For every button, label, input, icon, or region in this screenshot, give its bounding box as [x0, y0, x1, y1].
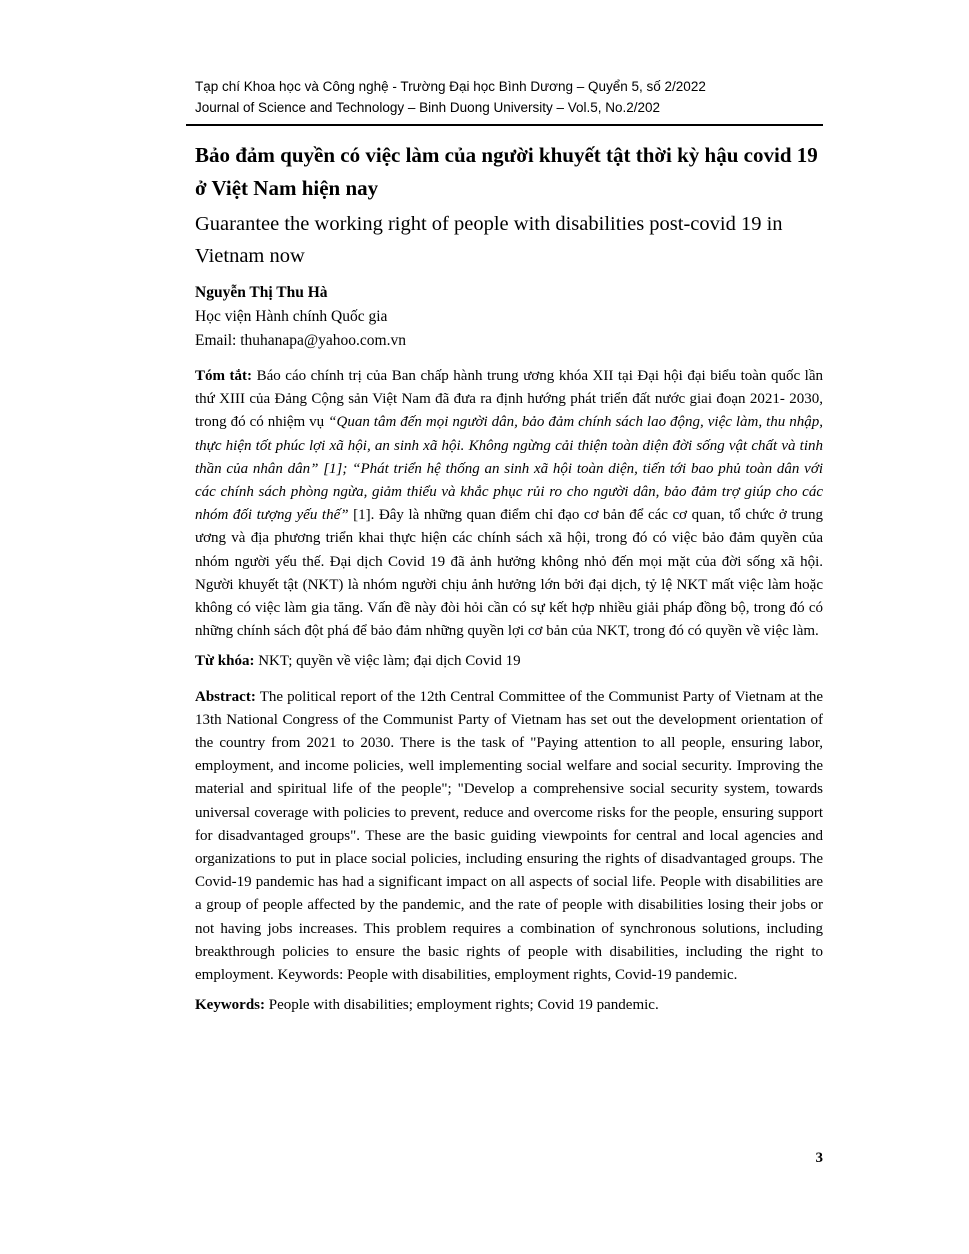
abstract-vietnamese-text-before-quote: Báo cáo chính trị của Ban chấp hành trung ương khóa XII tại Đại hội đại biểu toàn quốc lần thứ XIII của Đảng Cộng sản Việt Nam đã đưa ra định hướng phát triển đất nước giai đoạn 2021- 2030, trong đó có nhiệm vụ: [195, 368, 823, 431]
author-name: Nguyễn Thị Thu Hà: [195, 284, 328, 301]
article-title-vietnamese: Bảo đảm quyền có việc làm của người khuyết tật thời kỳ hậu covid 19 ở Việt Nam hiện nay: [195, 143, 818, 200]
page-content: [195, 76, 823, 1017]
abstract-english: [195, 686, 823, 988]
keywords-english-text: People with disabilities; employment rights; Covid 19 pandemic.: [268, 997, 659, 1014]
author-email: Email: thuhanapa@yahoo.com.vn: [195, 332, 406, 349]
article-title-english: Guarantee the working right of people with disabilities post-covid 19 in Vietnam now: [195, 213, 783, 267]
abstract-vietnamese: [195, 365, 823, 643]
keywords-vietnamese-label: Từ khóa:: [195, 653, 255, 670]
author-block: [195, 281, 823, 353]
keywords-english: [195, 994, 823, 1017]
keywords-vietnamese: [195, 650, 823, 673]
abstract-vietnamese-label: Tóm tắt:: [195, 368, 253, 384]
abstract-english-text: The political report of the 12th Central Committee of the Communist Party of Vietnam at the 13th National Congress of the Communist Party of Vietnam has set out the development orientation of the country from 2021 to 2030. There is the task of "Paying attention to all people, ensuring labor, employment, and income policies, well implementing social welfare and social security. Improving the material and spiritual life of the people"; "Develop a comprehensive social security system, towards universal coverage with policies to prevent, reduce and overcome risks for the people, ensuring support for disadvantaged groups". These are the basic guiding viewpoints for central and local agencies and organizations to put in place social policies, including ensuring the rights of disadvantaged groups. The Covid-19 pandemic has had a significant impact on all aspects of social life. People with disabilities are a group of people affected by the pandemic, and the rate of people with disabilities losing their jobs or not having jobs increases. This problem requires a combination of synchronous solutions, including breakthrough policies to ensure the basic rights of people with disabilities, including the right to employment. Keywords: People with disabilities, employment rights, Covid-19 pandemic.: [195, 688, 823, 984]
page-number: 3: [815, 1150, 823, 1166]
abstract-vietnamese-text-after-quote: [1]. Đây là những quan điểm chỉ đạo cơ bản để các cơ quan, tổ chức ở trung ương và địa phương triển khai thực hiện các chính sách xã hội, trong đó có việc bảo đảm quyền của nhóm người yếu thế. Đại dịch Covid 19 đã ảnh hưởng không nhỏ đến mọi mặt của đời sống xã hội. Người khuyết tật (NKT) là nhóm người chịu ảnh hưởng lớn bởi đại dịch, tỷ lệ NKT mất việc làm hoặc không có việc làm gia tăng. Vấn đề này đòi hỏi cần có sự kết hợp nhiều giải pháp đồng bộ, trong đó có những chính sách đột phá để bảo đảm những quyền lợi cơ bản của NKT, trong đó có quyền về việc làm.: [195, 507, 824, 640]
author-affiliation: Học viện Hành chính Quốc gia: [195, 308, 388, 325]
header-divider: [186, 124, 823, 126]
abstract-vietnamese-quote: “Quan tâm đến mọi người dân, bảo đảm chính sách lao động, việc làm, thu nhập, thực hiện tốt phúc lợi xã hội, an sinh xã hội. Không ngừng cải thiện toàn diện đời sống vật chất và tinh thần của nhân dân” [1]; “Phát triển hệ thống an sinh xã hội toàn diện, tiến tới bao phủ toàn dân với các chính sách phòng ngừa, giảm thiểu và khắc phục rủi ro cho người dân, bảo đảm trợ giúp cho các nhóm đối tượng yếu thế”: [195, 414, 823, 524]
keywords-english-label: Keywords:: [195, 997, 265, 1014]
keywords-vietnamese-text: NKT; quyền về việc làm; đại dịch Covid 19: [258, 653, 521, 670]
journal-header-line-vi: Tạp chí Khoa học và Công nghệ - Trường Đại học Bình Dương – Quyển 5, số 2/2022: [195, 79, 706, 94]
abstract-english-label: Abstract:: [195, 688, 256, 705]
journal-header-line-en: Journal of Science and Technology – Binh Duong University – Vol.5, No.2/202: [195, 100, 661, 115]
journal-header: [195, 76, 823, 118]
